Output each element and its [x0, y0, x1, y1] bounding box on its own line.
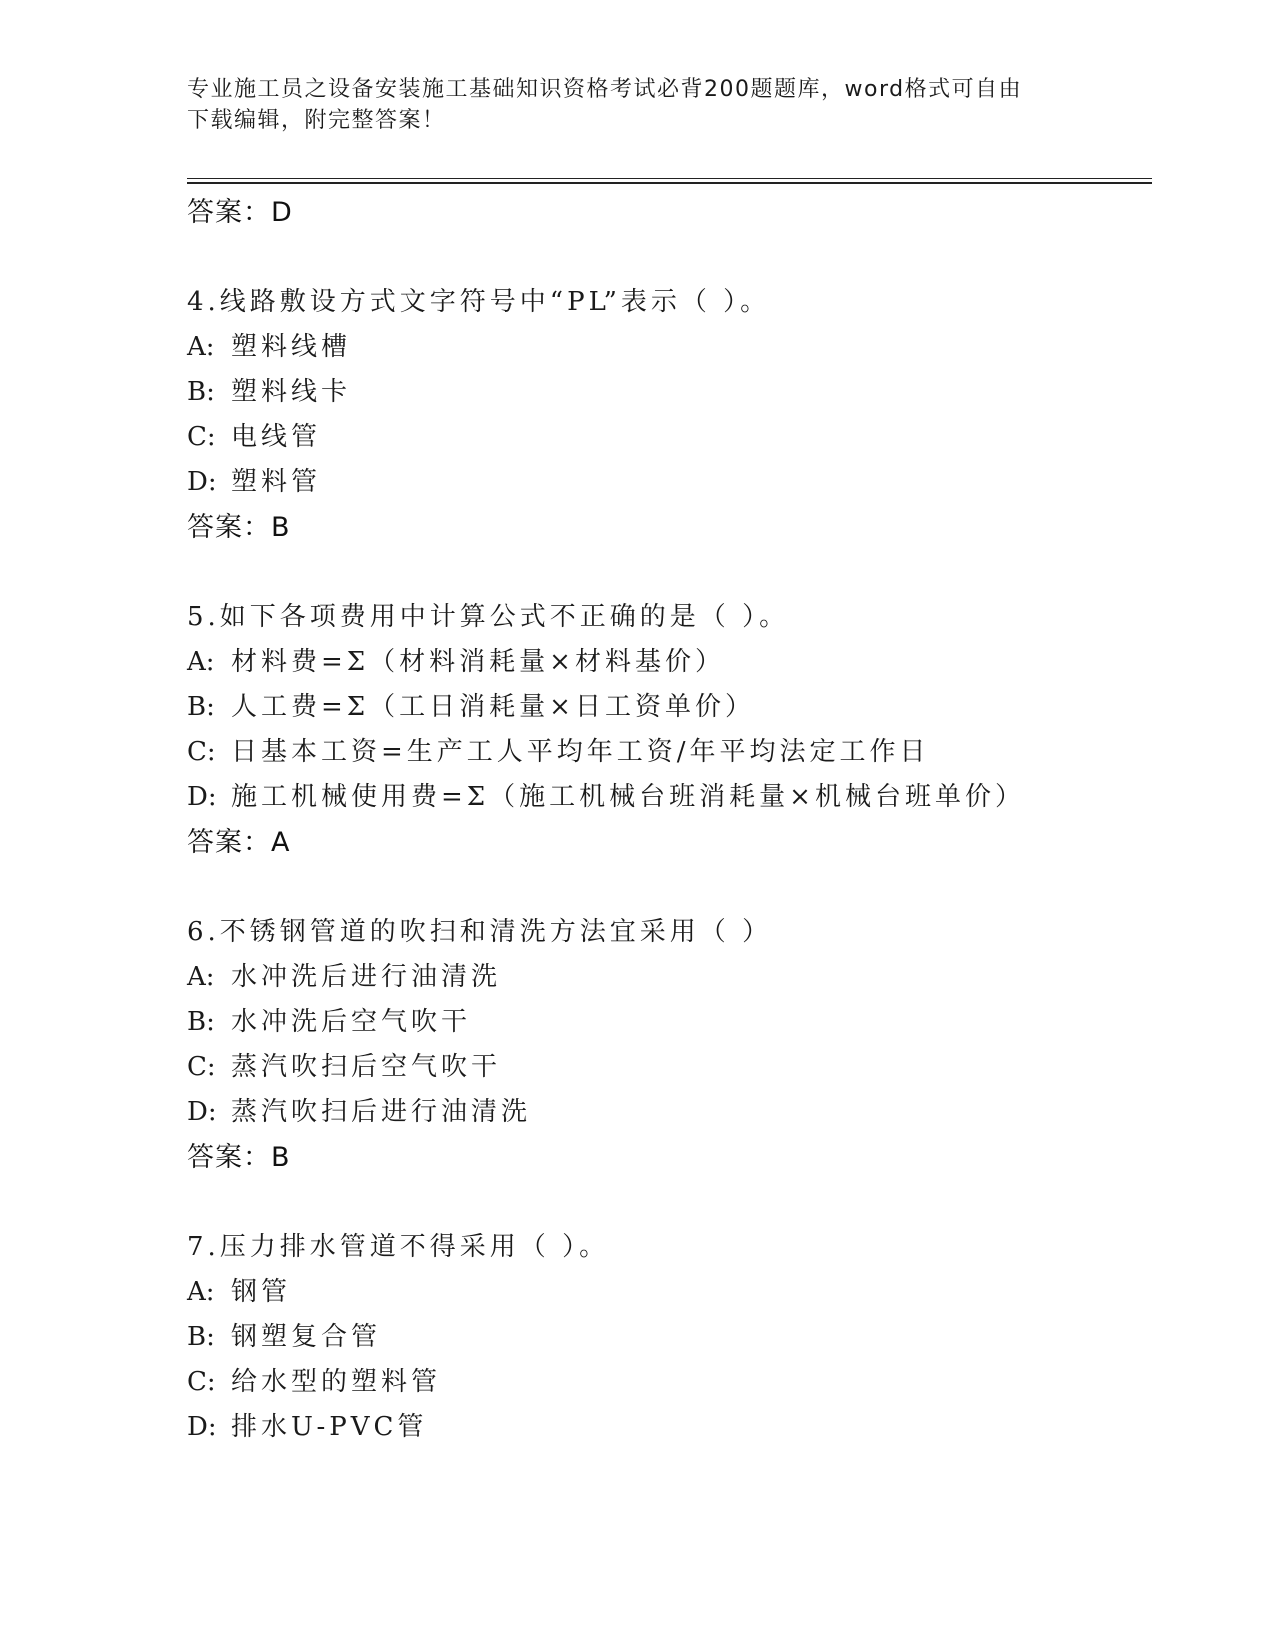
answer-option: [187, 460, 1147, 505]
header-divider-thin: [187, 178, 1152, 179]
option-text: 水冲洗后进行油清洗: [231, 962, 502, 992]
question-stem: 6.不锈钢管道的吹扫和清洗方法宜采用（ ）: [187, 917, 773, 947]
option-text: 材料费=Σ（材料消耗量×材料基价）: [231, 647, 725, 677]
option-text: 水冲洗后空气吹干: [231, 1007, 472, 1037]
document-header: [187, 74, 1067, 136]
option-key: D:: [187, 1097, 217, 1127]
option-text: 给水型的塑料管: [231, 1367, 442, 1397]
option-text: 电线管: [231, 422, 322, 452]
answer-option: [187, 1000, 1147, 1045]
option-text: 日基本工资=生产工人平均年工资/年平均法定工作日: [231, 737, 930, 767]
header-divider-thick: [187, 182, 1152, 184]
answer-line: 答案：B: [187, 1142, 291, 1173]
option-text: 钢管: [231, 1277, 292, 1307]
option-key: B:: [187, 692, 215, 722]
spacer: [187, 551, 1147, 595]
option-text: 塑料管: [231, 467, 322, 497]
answer-line: 答案：D: [187, 197, 293, 228]
option-key: D:: [187, 782, 217, 812]
option-key: C:: [187, 1052, 216, 1082]
answer-option: [187, 730, 1147, 775]
answer-option: [187, 415, 1147, 460]
question-stem: 4.线路敷设方式文字符号中“PL”表示（ ）。: [187, 287, 771, 317]
answer-option: [187, 955, 1147, 1000]
answer-option: [187, 1315, 1147, 1360]
option-key: A:: [187, 647, 215, 677]
answer-line: 答案：B: [187, 512, 291, 543]
option-text: 排水U-PVC管: [231, 1412, 428, 1442]
spacer: [187, 866, 1147, 910]
answer-option: [187, 370, 1147, 415]
option-key: B:: [187, 377, 215, 407]
option-key: B:: [187, 1322, 215, 1352]
option-key: C:: [187, 422, 216, 452]
option-text: 塑料线卡: [231, 377, 352, 407]
header-line-1: 专业施工员之设备安装施工基础知识资格考试必背200题题库，word格式可自由: [187, 77, 1023, 102]
option-text: 塑料线槽: [231, 332, 352, 362]
option-key: D:: [187, 467, 217, 497]
answer-option: [187, 1405, 1147, 1450]
spacer: [187, 236, 1147, 280]
option-text: 人工费=Σ（工日消耗量×日工资单价）: [231, 692, 755, 722]
answer-option: [187, 685, 1147, 730]
option-key: A:: [187, 1277, 215, 1307]
option-key: B:: [187, 1007, 215, 1037]
option-key: C:: [187, 737, 216, 767]
option-text: 钢塑复合管: [231, 1322, 382, 1352]
option-key: A:: [187, 332, 215, 362]
answer-option: [187, 1045, 1147, 1090]
question-list: [187, 190, 1147, 1450]
option-key: D:: [187, 1412, 217, 1442]
option-text: 蒸汽吹扫后进行油清洗: [231, 1097, 532, 1127]
header-line-2: 下载编辑，附完整答案！: [187, 108, 446, 133]
spacer: [187, 1181, 1147, 1225]
answer-option: [187, 1090, 1147, 1135]
option-key: C:: [187, 1367, 216, 1397]
answer-option: [187, 775, 1147, 820]
answer-option: [187, 325, 1147, 370]
answer-line: 答案：A: [187, 827, 291, 858]
answer-option: [187, 1270, 1147, 1315]
option-text: 施工机械使用费=Σ（施工机械台班消耗量×机械台班单价）: [231, 782, 1025, 812]
answer-option: [187, 1360, 1147, 1405]
question-stem: 7.压力排水管道不得采用（ ）。: [187, 1232, 610, 1262]
option-key: A:: [187, 962, 215, 992]
question-stem: 5.如下各项费用中计算公式不正确的是（ ）。: [187, 602, 790, 632]
answer-option: [187, 640, 1147, 685]
option-text: 蒸汽吹扫后空气吹干: [231, 1052, 502, 1082]
